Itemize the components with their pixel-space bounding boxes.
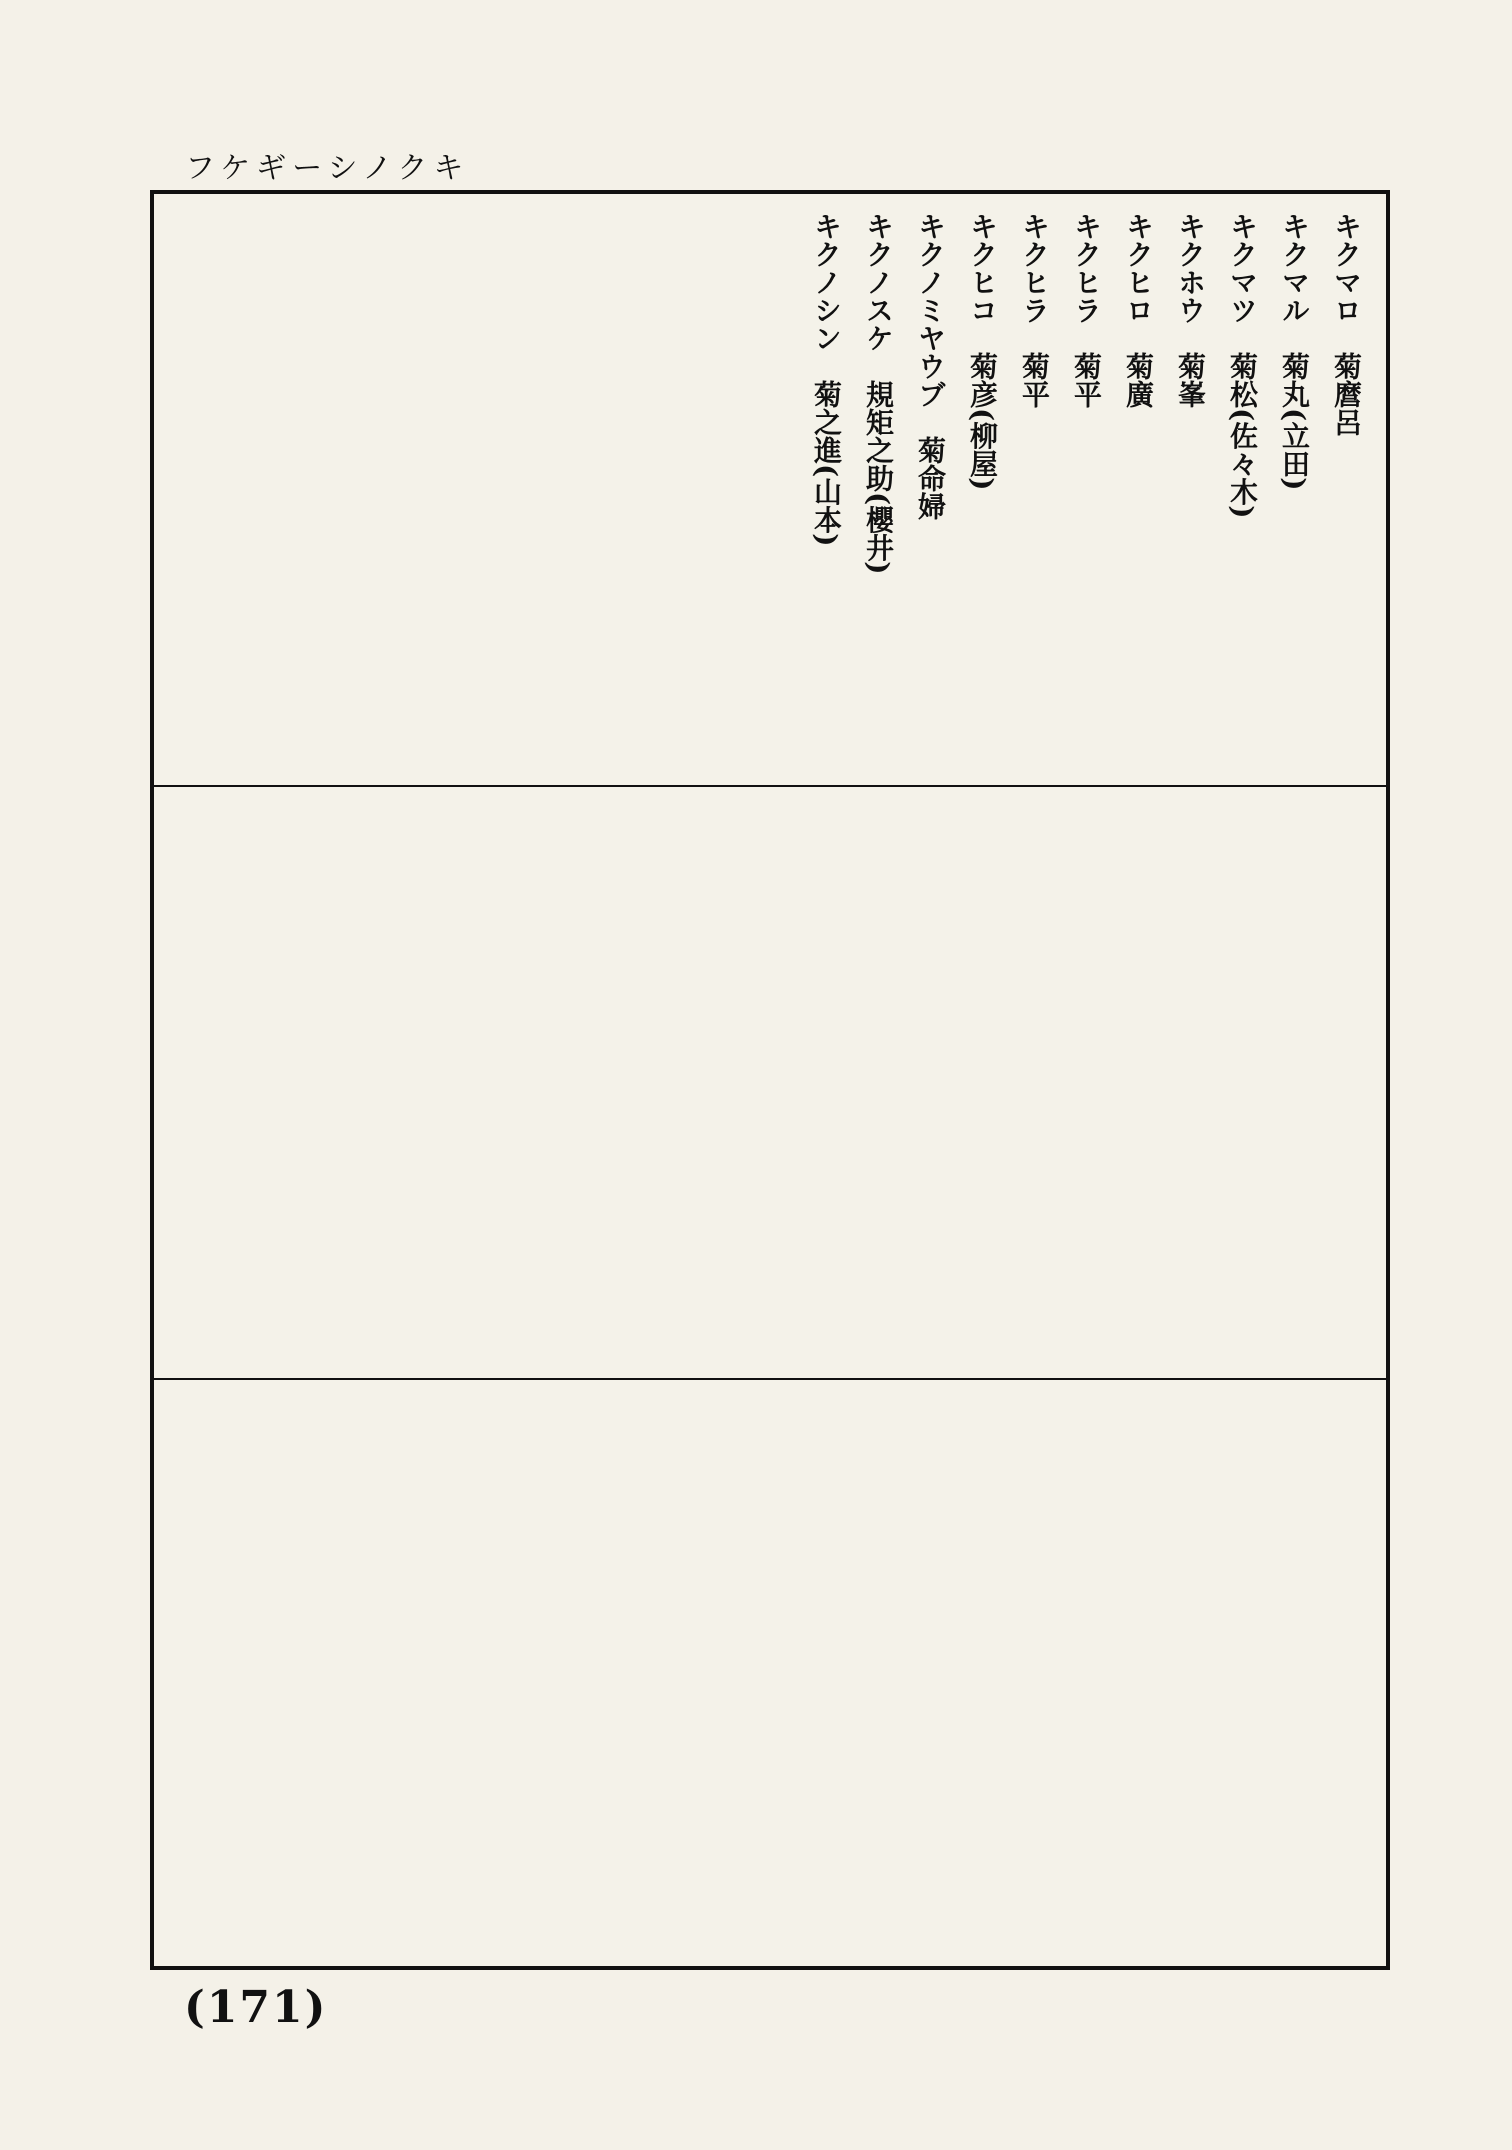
- bottom-column-8: [956, 1398, 1000, 1956]
- top-column-7: キクヒラ 菊平: [1018, 212, 1051, 408]
- middle-column-6: [1060, 805, 1104, 1360]
- middle-column-8: [956, 805, 1000, 1360]
- middle-column-1: [1320, 805, 1364, 1360]
- top-column-1: キクマロ 菊麿呂: [1330, 212, 1363, 436]
- top-column-10: キクノスケ 規矩之助(櫻井): [862, 212, 895, 575]
- middle-column-5: [1112, 805, 1156, 1360]
- bottom-column-6: [1060, 1398, 1104, 1956]
- page-frame: [150, 190, 1390, 1970]
- bottom-column-1: [1320, 1398, 1364, 1956]
- bottom-column-13: [696, 1398, 740, 1956]
- top-column-14: [644, 212, 688, 767]
- middle-column-14: [644, 805, 688, 1360]
- top-column-15: [592, 212, 636, 767]
- bottom-text-band: [154, 1380, 1386, 1974]
- top-column-19: [384, 212, 428, 767]
- top-column-12: [748, 212, 792, 767]
- top-column-9: キクノミヤウブ 菊命婦: [914, 212, 947, 520]
- top-column-5: キクヒロ 菊廣: [1122, 212, 1155, 408]
- bottom-column-3: [1216, 1398, 1260, 1956]
- top-column-3: キクマツ 菊松(佐々木): [1226, 212, 1259, 519]
- bottom-column-12: [748, 1398, 792, 1956]
- bottom-column-10: [852, 1398, 896, 1956]
- bottom-column-4: [1164, 1398, 1208, 1956]
- bottom-column-11: [800, 1398, 844, 1956]
- middle-column-2: [1268, 805, 1312, 1360]
- middle-column-9: [904, 805, 948, 1360]
- bottom-column-19: [384, 1398, 428, 1956]
- bottom-column-5: [1112, 1398, 1156, 1956]
- top-column-2: キクマル 菊丸(立田): [1278, 212, 1311, 491]
- middle-column-17: [488, 805, 532, 1360]
- top-columns: [176, 212, 1364, 767]
- bottom-column-17: [488, 1398, 532, 1956]
- bottom-column-14: [644, 1398, 688, 1956]
- running-head: [185, 143, 1365, 187]
- middle-column-13: [696, 805, 740, 1360]
- middle-text-band: [154, 787, 1386, 1380]
- bottom-column-20: [332, 1398, 376, 1956]
- top-column-18: [436, 212, 480, 767]
- top-column-13: [696, 212, 740, 767]
- running-head-text: フケギーシノクキ: [185, 151, 470, 186]
- middle-column-20: [332, 805, 376, 1360]
- middle-column-15: [592, 805, 636, 1360]
- middle-column-10: [852, 805, 896, 1360]
- bottom-columns: [176, 1398, 1364, 1956]
- top-text-band: [154, 194, 1386, 787]
- top-column-4: キクホウ 菊峯: [1174, 212, 1207, 408]
- top-column-17: [488, 212, 532, 767]
- middle-column-11: [800, 805, 844, 1360]
- middle-column-19: [384, 805, 428, 1360]
- top-column-6: キクヒラ 菊平: [1070, 212, 1103, 408]
- middle-columns: [176, 805, 1364, 1360]
- bottom-column-7: [1008, 1398, 1052, 1956]
- middle-column-12: [748, 805, 792, 1360]
- bottom-column-2: [1268, 1398, 1312, 1956]
- bottom-column-18: [436, 1398, 480, 1956]
- top-column-20: [332, 212, 376, 767]
- middle-column-18: [436, 805, 480, 1360]
- middle-column-16: [540, 805, 584, 1360]
- top-column-8: キクヒコ 菊彦(柳屋): [966, 212, 999, 491]
- top-column-11: キクノシン 菊之進(山本): [810, 212, 843, 547]
- bottom-column-16: [540, 1398, 584, 1956]
- top-column-16: [540, 212, 584, 767]
- middle-column-4: [1164, 805, 1208, 1360]
- page-number: (171): [184, 1982, 328, 2033]
- middle-column-7: [1008, 805, 1052, 1360]
- bottom-column-15: [592, 1398, 636, 1956]
- bottom-column-9: [904, 1398, 948, 1956]
- middle-column-3: [1216, 805, 1260, 1360]
